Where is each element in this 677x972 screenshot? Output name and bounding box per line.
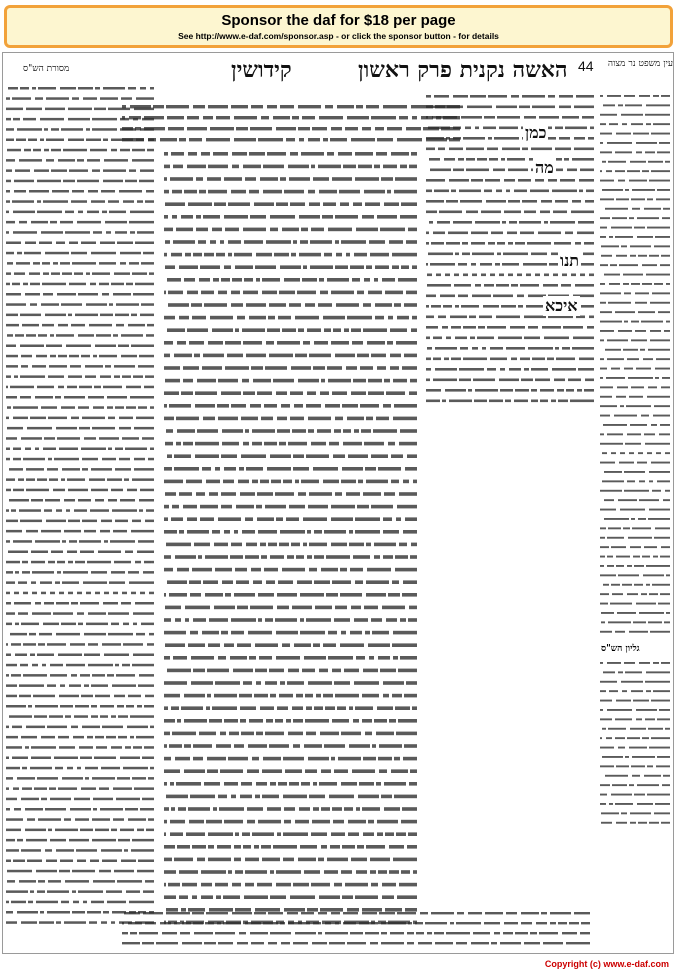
sponsor-banner-title[interactable]: Sponsor the daf for $18 per page [221,12,456,29]
bottom-commentary-block [121,908,591,950]
ein-mishpat-label: עין משפט נר מצוה [607,59,673,69]
sponsor-banner-subtitle[interactable]: See http://www.e-daf.com/sponsor.asp - or click the sponsor button - for details [178,31,499,41]
ika-opening-word: איכא [545,296,578,315]
masoret-hashas-label: מסורת הש"ס [23,64,70,74]
text-lines [163,148,418,938]
tractate-title: קידושין [231,57,292,83]
sponsor-banner[interactable] [4,5,673,48]
text-lines [599,658,671,838]
gemara-top-text-block [121,101,461,146]
mishna-opening-word: כמן [525,123,547,142]
mah-opening-word: מה [535,158,554,177]
text-lines [599,91,671,651]
ein-mishpat-notes-block [599,91,671,651]
gilyon-hashas-notes-block [599,658,671,838]
text-lines [5,83,155,933]
tanu-opening-word: תנו [560,251,580,270]
chapter-title: האשה נקנית פרק ראשון [358,57,568,83]
gemara-text-block [163,148,418,938]
talmud-page [2,52,674,954]
text-lines [121,908,591,950]
gilyon-hashas-label: גליון הש"ס [601,644,640,654]
page-number: 44 [578,58,594,74]
text-lines [121,101,461,146]
copyright-link[interactable]: Copyright (c) www.e-daf.com [544,959,669,969]
tosafot-commentary-block [5,83,155,933]
